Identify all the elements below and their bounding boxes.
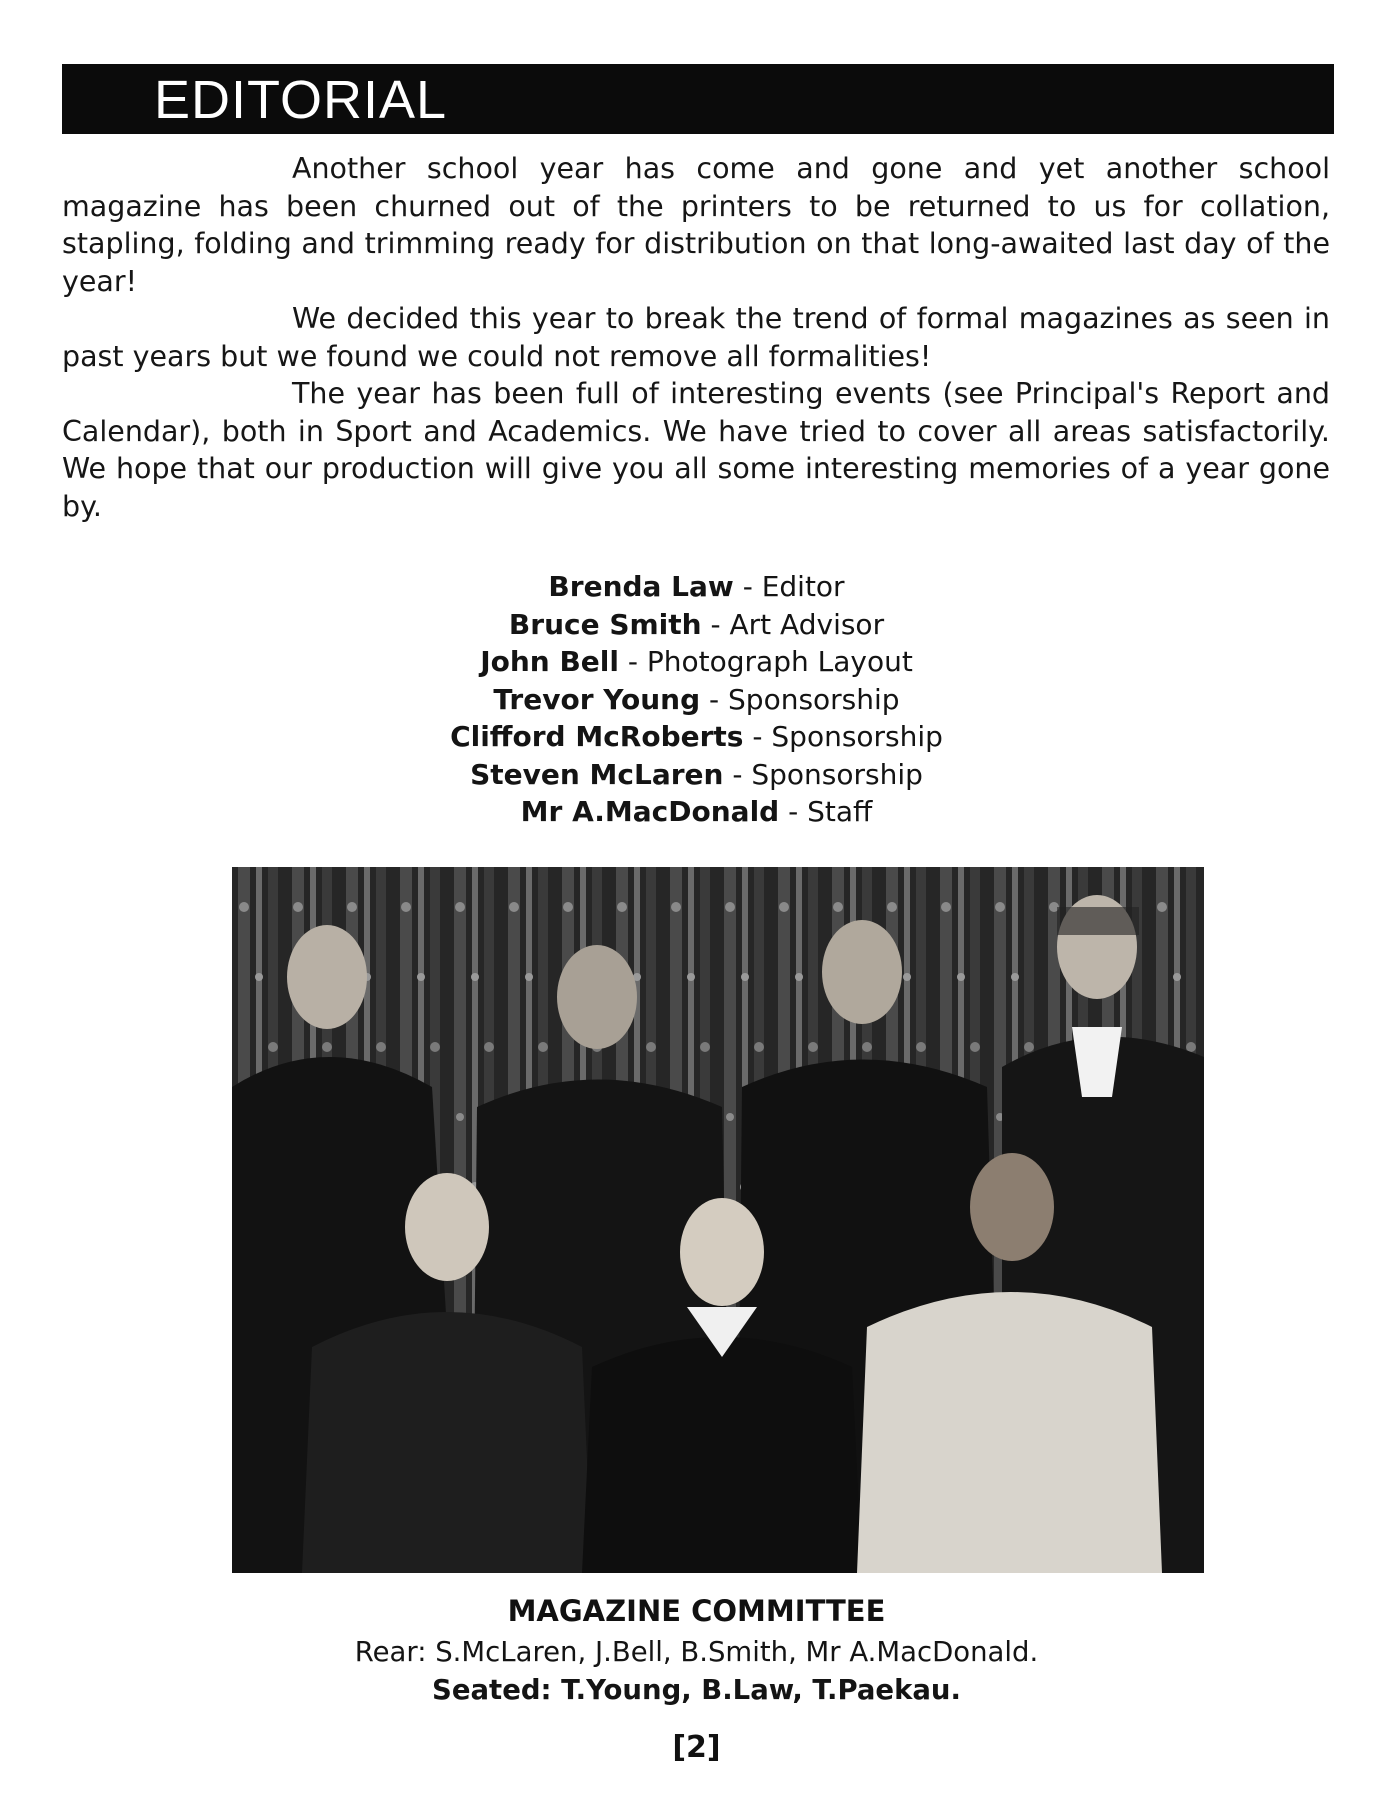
credit-name: Mr A.MacDonald [520, 795, 780, 828]
page-number: [2] [672, 1730, 721, 1765]
credit-name: Bruce Smith [508, 607, 702, 641]
credit-line [0, 568, 1393, 606]
credit-line [0, 793, 1393, 831]
credit-line [0, 681, 1393, 719]
credit-role: Sponsorship [751, 757, 923, 791]
header-bar [62, 64, 1334, 134]
credit-role: Editor [761, 570, 845, 603]
credit-name: Steven McLaren [470, 757, 724, 791]
credits-list [0, 568, 1393, 831]
credit-line [0, 606, 1393, 644]
credit-separator: - [723, 757, 752, 791]
credit-name: Trevor Young [493, 682, 701, 716]
editorial-body [62, 150, 1330, 525]
credit-line [0, 718, 1393, 756]
credit-role: Photograph Layout [646, 645, 913, 678]
credit-separator: - [743, 720, 772, 753]
caption-rear-names: Rear: S.McLaren, J.Bell, B.Smith, Mr A.MacDonald. [354, 1636, 1039, 1668]
credit-name: Clifford McRoberts [450, 720, 744, 753]
credit-separator: - [701, 607, 730, 641]
seated-row [302, 1153, 1162, 1573]
committee-photo [232, 867, 1204, 1573]
page-title: EDITORIAL [154, 70, 448, 130]
editorial-paragraph: Another school year has come and gone and yet another school magazine has been churned out of the printers to be returned to us for collation, stapling, folding and trimming ready for distribution on that long-awaited last day of the year! [62, 152, 1330, 298]
credit-name: John Bell [480, 645, 619, 678]
credit-separator: - [618, 645, 647, 678]
credit-role: Sponsorship [728, 682, 900, 716]
credit-line [0, 643, 1393, 681]
credit-role: Staff [807, 795, 873, 828]
editorial-paragraph: We decided this year to break the trend of formal magazines as seen in past years but we found we could not remove all formalities! [62, 302, 1330, 373]
credit-role: Art Advisor [729, 607, 885, 641]
credit-role: Sponsorship [771, 720, 943, 753]
credit-separator: - [733, 570, 762, 603]
caption-title: MAGAZINE COMMITTEE [507, 1594, 886, 1628]
credit-line [0, 756, 1393, 794]
caption-seated-names: Seated: T.Young, B.Law, T.Paekau. [432, 1674, 961, 1706]
credit-separator: - [700, 682, 729, 716]
committee-photo-illustration [232, 867, 1204, 1573]
credit-name: Brenda Law [548, 570, 734, 603]
credit-separator: - [779, 795, 808, 828]
editorial-paragraph: The year has been full of interesting events (see Principal's Report and Calendar), both in Sport and Academics. We have tried to cover all areas satisfactorily. We hope that our production will give you all some interesting memories of a year gone by. [62, 377, 1330, 523]
